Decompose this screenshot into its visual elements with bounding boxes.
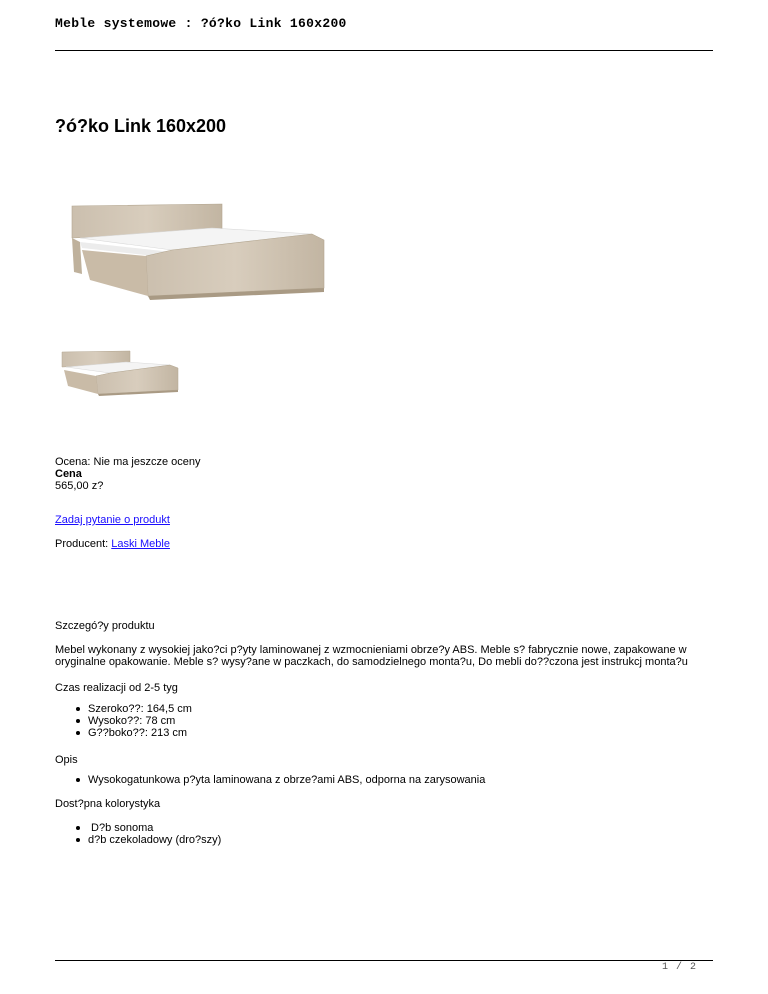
producer-label: Producent: — [55, 538, 112, 550]
list-item: D?b sonoma — [55, 822, 221, 834]
product-thumbnail[interactable] — [58, 348, 182, 400]
list-item: Wysoko??: 78 cm — [55, 715, 192, 727]
list-item: d?b czekoladowy (dro?szy) — [55, 834, 221, 846]
product-title: ?ó?ko Link 160x200 — [55, 116, 227, 136]
product-description: Mebel wykonany z wysokiej jako?ci p?yty laminowanej z wzmocnieniami obrze?y ABS. Meble s? fabrycznie nowe, zapakowane w oryginalne opakowanie. Meble s? wysy?ane w paczkach, do samodzielnego monta?u, Do mebli do??czona jest instrukcj monta?u — [55, 644, 688, 668]
producer-row — [55, 538, 170, 550]
header-divider — [55, 50, 713, 51]
dimensions-list — [55, 703, 192, 739]
rating-text: Ocena: Nie ma jeszcze oceny — [55, 456, 201, 468]
footer-divider — [55, 960, 713, 961]
lead-time: Czas realizacji od 2-5 tyg — [55, 682, 178, 694]
price-value: 565,00 z? — [55, 480, 104, 492]
producer-link[interactable]: Laski Meble — [111, 538, 170, 550]
ask-question-link[interactable]: Zadaj pytanie o produkt — [55, 514, 170, 526]
ask-question-row — [55, 514, 170, 526]
price-label: Cena — [55, 468, 82, 480]
colors-list — [55, 822, 221, 846]
details-heading: Szczegó?y produktu — [55, 620, 155, 632]
list-item: Wysokogatunkowa p?yta laminowana z obrze?ami ABS, odporna na zarysowania — [55, 774, 485, 786]
product-image[interactable] — [62, 198, 332, 308]
opis-list — [55, 774, 485, 786]
page-number: 1 / 2 — [662, 962, 698, 973]
opis-heading: Opis — [55, 754, 78, 766]
list-item: Szeroko??: 164,5 cm — [55, 703, 192, 715]
colors-heading: Dost?pna kolorystyka — [55, 798, 161, 810]
list-item: G??boko??: 213 cm — [55, 727, 192, 739]
rating-block — [55, 456, 201, 492]
page-header: Meble systemowe : ?ó?ko Link 160x200 — [55, 16, 347, 31]
